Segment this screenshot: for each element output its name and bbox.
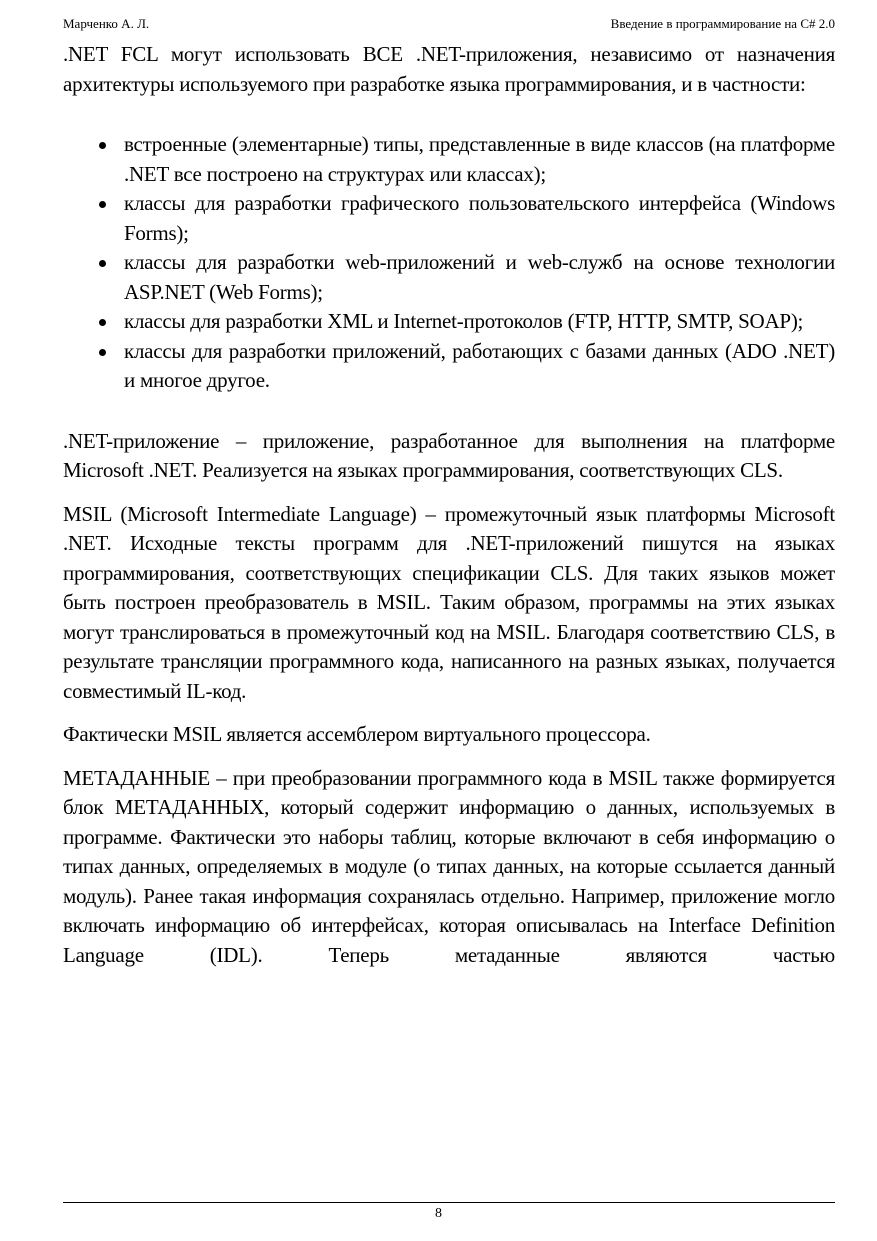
header-title: Введение в программирование на C# 2.0 xyxy=(610,16,835,31)
paragraph-msil: MSIL (Microsoft Intermediate Language) – промежуточный язык платформы Microsoft .NET. Исходные тексты программ для .NET-приложений пишутся на языках программирования, соответствующих спецификации CLS. Для таких языков может быть построен преобразователь в MSIL. Таким образом, программы на этих языках могут транслироваться в промежуточный код на MSIL. Благодаря соответствию CLS, в результате трансляции программного кода, написанного на разных языках, получается совместимый IL-код. xyxy=(63,501,835,703)
list-item: встроенные (элементарные) типы, представленные в виде классов (на платформе .NET все построено на структурах или классах); xyxy=(124,130,835,189)
intro-paragraph: .NET FCL могут использовать ВСЕ .NET-приложения, независимо от назначения архитектуры используемого при разработке языка программирования, и в частности: xyxy=(63,42,835,96)
bullet-list xyxy=(63,130,835,396)
paragraph-msil-assembler: Фактически MSIL является ассемблером виртуального процессора. xyxy=(63,722,651,746)
page-content xyxy=(63,40,835,984)
page-header xyxy=(63,16,835,36)
list-item: классы для разработки web-приложений и web-служб на основе технологии ASP.NET (Web Forms); xyxy=(124,248,835,307)
paragraph-net-app: .NET-приложение – приложение, разработанное для выполнения на платформе Microsoft .NET. Реализуется на языках программирования, соответствующих CLS. xyxy=(63,428,835,482)
list-item: классы для разработки графического пользовательского интерфейса (Windows Forms); xyxy=(124,189,835,248)
footer-divider xyxy=(63,1202,835,1203)
list-item: классы для разработки XML и Internet-протоколов (FTP, HTTP, SMTP, SOAP); xyxy=(124,307,835,337)
page-number: 8 xyxy=(435,1206,442,1221)
list-item: классы для разработки приложений, работающих с базами данных (ADO .NET) и многое другое. xyxy=(124,337,835,396)
header-author: Марченко А. Л. xyxy=(63,16,150,31)
paragraph-metadata: МЕТАДАННЫЕ – при преобразовании программного кода в MSIL также формируется блок МЕТАДАННЫХ, который содержит информацию о данных, используемых в программе. Фактически это наборы таблиц, которые включают в себя информацию о типах данных, определяемых в модуле (о типах данных, на которые ссылается данный модуль). Ранее такая информация сохранялась отдельно. Например, приложение могло включать информацию об интерфейсах, которая описывалась на Interface Definition Language (IDL). Теперь метаданные являются частью xyxy=(63,765,835,967)
